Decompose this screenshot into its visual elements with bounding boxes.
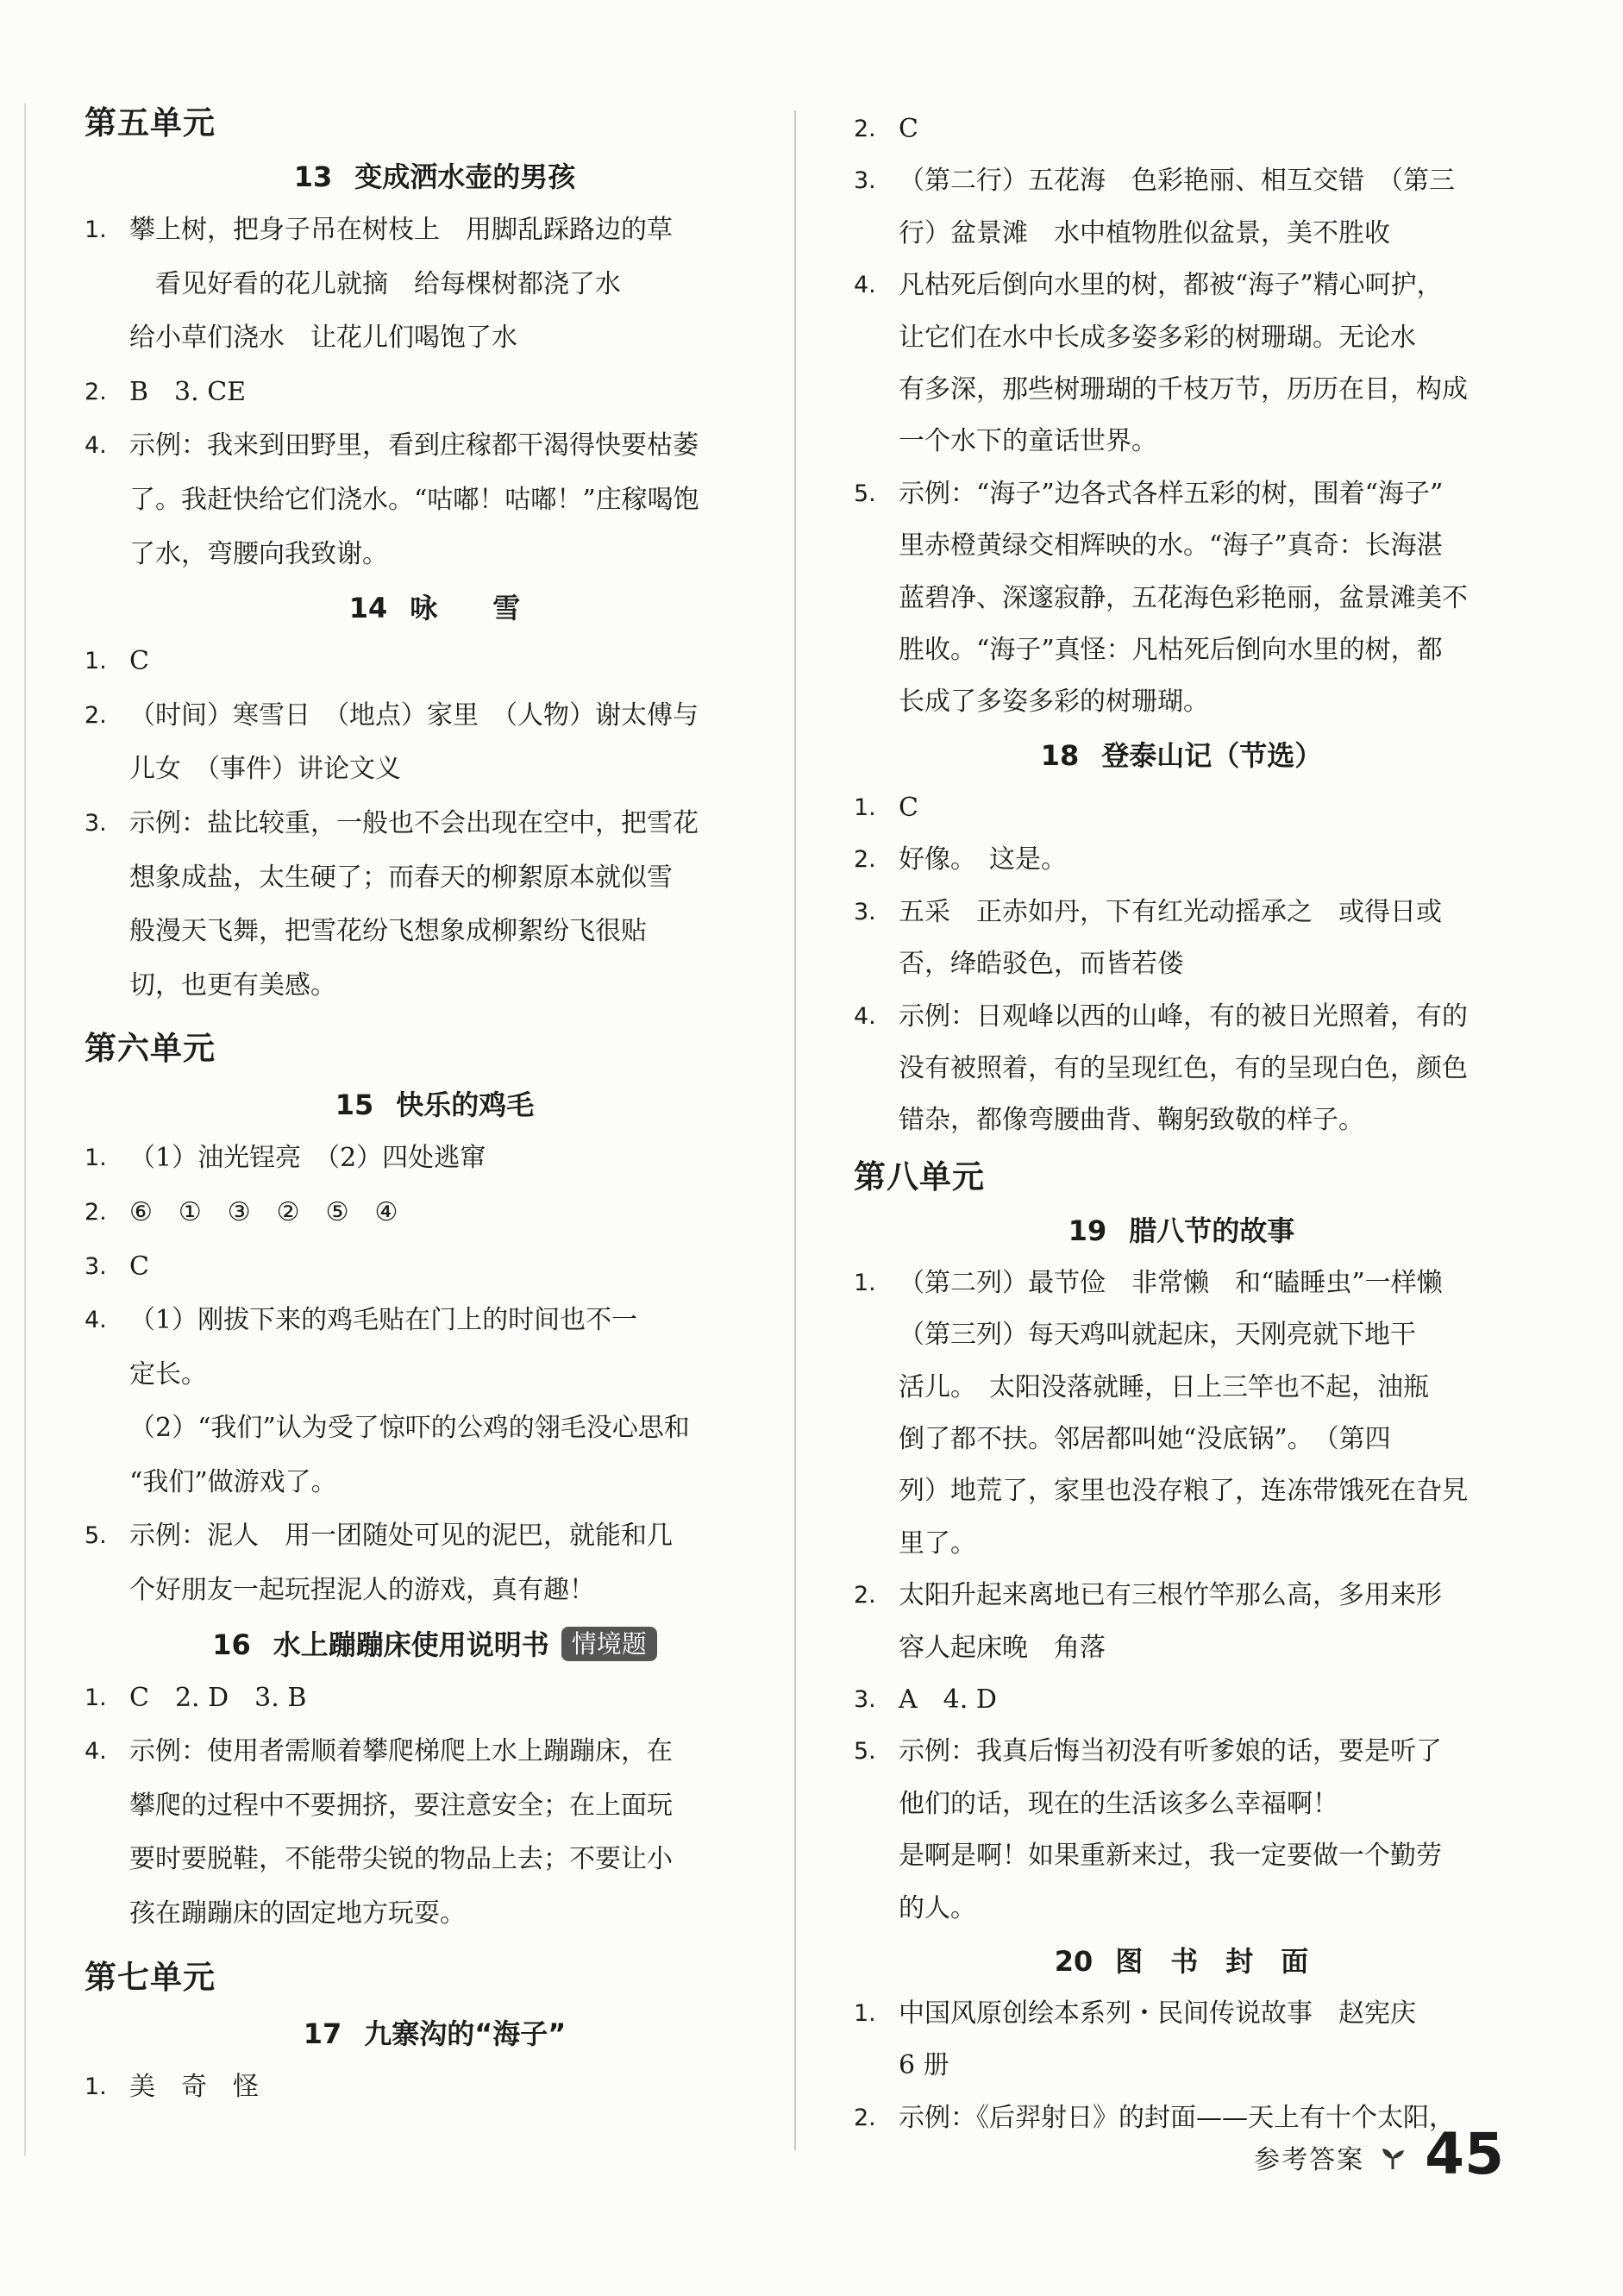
item-continuation: 否，绛皓驳色，而皆若偻 — [899, 949, 1183, 980]
item-continuation: 行）盆景滩 水中植物胜似盆景，美不胜收 — [899, 217, 1390, 248]
answer-item — [854, 468, 1509, 520]
item-text: 示例：日观峰以西的山峰，有的被日光照着，有的 — [899, 1001, 1468, 1032]
item-continuation: 了。我赶快给它们浇水。“咕嘟！咕嘟！”庄稼喝饱 — [129, 484, 699, 515]
item-text: （时间）寒雪日 （地点）家里 （人物）谢太傅与 — [129, 699, 699, 731]
item-continuation: （第三列）每天鸡叫就起床，天刚亮就下地干 — [899, 1320, 1416, 1351]
lesson-title: 快乐的鸡毛 — [396, 1088, 535, 1122]
answer-item — [85, 1509, 785, 1564]
lesson-heading — [85, 581, 785, 635]
item-continuation: 要时要脱鞋，不能带尖锐的物品上去；不要让小 — [129, 1844, 673, 1875]
footer-label: 参考答案 — [1254, 2145, 1365, 2175]
item-number: 2. — [854, 1582, 876, 1609]
item-number: 2. — [85, 1198, 107, 1226]
lesson-number: 14 — [348, 592, 388, 625]
answer-item — [85, 419, 785, 474]
answer-item — [85, 204, 785, 258]
item-text: （1）刚拔下来的鸡毛贴在门上的时间也不一 — [129, 1305, 638, 1336]
item-continuation: （2）“我们”认为受了惊吓的公鸡的翎毛没心思和 — [129, 1413, 690, 1444]
scenario-tag: 情境题 — [561, 1627, 657, 1661]
answer-item — [85, 1240, 785, 1295]
item-text: （1）油光锃亮 （2）四处逃窜 — [129, 1143, 486, 1174]
item-continuation: 看见好看的花儿就摘 给每棵树都浇了水 — [129, 268, 621, 299]
answer-item — [85, 1725, 785, 1779]
answer-item — [854, 1988, 1509, 2040]
answer-item — [854, 104, 1509, 155]
item-text: 凡枯死后倒向水里的树，都被“海子”精心呵护， — [899, 270, 1443, 301]
unit-heading: 第七单元 — [85, 1958, 216, 1996]
lesson-heading — [85, 150, 785, 204]
item-continuation: 想象成盐，太生硬了；而春天的柳絮原本就似雪 — [129, 862, 673, 893]
item-number: 2. — [854, 116, 876, 142]
lesson-title: 登泰山记（节选） — [1101, 738, 1323, 772]
item-number: 4. — [85, 1307, 107, 1334]
item-continuation: 了水，弯腰向我致谢。 — [129, 538, 388, 569]
answer-item — [85, 1294, 785, 1348]
item-continuation: 蓝碧净、深邃寂静，五花海色彩艳丽，盆景滩美不 — [899, 582, 1468, 613]
lesson-title: 图 书 封 面 — [1115, 1945, 1309, 1978]
item-text: C — [899, 792, 918, 823]
item-number: 4. — [854, 1002, 876, 1030]
lesson-title: 变成洒水壶的男孩 — [354, 160, 576, 193]
item-continuation: 里赤橙黄绿交相辉映的水。“海子”真奇：长海湛 — [899, 530, 1443, 561]
sprout-icon — [1380, 2145, 1406, 2174]
item-continuation: 容人起床晚 角落 — [899, 1632, 1106, 1663]
lesson-number: 16 — [212, 1628, 251, 1661]
answer-item — [85, 1672, 785, 1726]
item-text: 美 奇 怪 — [129, 2071, 259, 2102]
item-text: 示例：《后羿射日》的封面——天上有十个太阳， — [899, 2102, 1455, 2133]
item-text: B 3. CE — [129, 376, 247, 407]
item-text: （第二行）五花海 色彩艳丽、相互交错 （第三 — [899, 166, 1455, 197]
answer-item — [854, 782, 1509, 834]
item-text: 示例：我来到田野里，看到庄稼都干渴得快要枯萎 — [129, 430, 699, 461]
item-text: 示例：使用者需顺着攀爬梯爬上水上蹦蹦床，在 — [129, 1736, 673, 1767]
lesson-title: 腊八节的故事 — [1129, 1214, 1295, 1247]
answer-item — [85, 1186, 785, 1240]
item-text: C — [129, 1251, 149, 1282]
answer-item — [854, 260, 1509, 311]
lesson-heading — [85, 1078, 785, 1132]
item-text: 攀上树，把身子吊在树枝上 用脚乱踩路边的草 — [129, 215, 673, 245]
item-continuation: 长成了多姿多彩的树珊瑚。 — [899, 687, 1209, 718]
answer-item — [85, 366, 785, 420]
item-continuation: 让它们在水中长成多姿多彩的树珊瑚。无论水 — [899, 322, 1416, 353]
item-number: 1. — [85, 648, 107, 675]
lesson-title: 九寨沟的“海子” — [364, 2017, 567, 2050]
answer-item — [854, 887, 1509, 938]
item-text: 五采 正赤如丹，下有红光动摇承之 或得日或 — [899, 896, 1442, 927]
item-text: 太阳升起来离地已有三根竹竿那么高，多用来形 — [899, 1580, 1442, 1611]
unit-heading: 第五单元 — [85, 104, 216, 141]
right-column — [854, 104, 1509, 2144]
item-continuation: 是啊是啊！如果重新来过，我一定要做一个勤劳 — [899, 1841, 1442, 1872]
item-continuation: 攀爬的过程中不要拥挤，要注意安全；在上面玩 — [129, 1790, 673, 1821]
item-number: 5. — [854, 1738, 876, 1766]
item-continuation: 定长。 — [129, 1358, 207, 1390]
item-number: 3. — [85, 1252, 107, 1280]
item-text: 好像。 这是。 — [899, 844, 1067, 875]
item-continuation: 倒了都不扶。邻居都叫她“没底锅”。 （第四 — [899, 1423, 1391, 1454]
item-continuation: 6 册 — [899, 2050, 949, 2081]
left-column — [85, 97, 785, 2114]
item-number: 1. — [85, 1684, 107, 1711]
item-text: 示例：我真后悔当初没有听爹娘的话，要是听了 — [899, 1736, 1442, 1767]
item-continuation: 有多深，那些树珊瑚的千枝万节，历历在目，构成 — [899, 374, 1468, 405]
item-continuation: 胜收。“海子”真怪：凡枯死后倒向水里的树，都 — [899, 635, 1443, 666]
answer-item — [854, 155, 1509, 207]
item-continuation: 给小草们浇水 让花儿们喝饱了水 — [129, 323, 517, 354]
item-text: C 2. D 3. B — [129, 1682, 307, 1713]
item-continuation: 孩在蹦蹦床的固定地方玩耍。 — [129, 1898, 466, 1929]
item-text: C — [129, 646, 149, 677]
lesson-number: 13 — [293, 160, 333, 193]
answer-item — [854, 991, 1509, 1043]
item-text: C — [899, 114, 918, 144]
item-number: 3. — [854, 1685, 876, 1713]
item-text: ⑥ ① ③ ② ⑤ ④ — [129, 1196, 398, 1227]
answer-item — [85, 689, 785, 743]
item-text: 示例：泥人 用一团随处可见的泥巴，就能和几 — [129, 1521, 673, 1552]
item-text: （第二列）最节俭 非常懒 和“瞌睡虫”一样懒 — [899, 1267, 1443, 1298]
item-number: 1. — [85, 2073, 107, 2100]
page-footer — [1254, 2121, 1504, 2187]
item-number: 3. — [854, 898, 876, 925]
item-continuation: 的人。 — [899, 1892, 976, 1923]
unit-heading: 第六单元 — [85, 1030, 216, 1068]
item-continuation: 活儿。 太阳没落就睡，日上三竿也不起，油瓶 — [899, 1371, 1429, 1402]
item-number: 5. — [854, 480, 876, 507]
answer-item — [85, 2061, 785, 2115]
item-number: 2. — [85, 701, 107, 729]
item-number: 2. — [854, 846, 876, 874]
item-continuation: 里了。 — [899, 1528, 976, 1559]
lesson-number: 19 — [1068, 1214, 1107, 1247]
item-number: 2. — [85, 378, 107, 405]
item-continuation: 他们的话，现在的生活该多么幸福啊！ — [899, 1788, 1338, 1819]
answer-item — [854, 834, 1509, 886]
margin-rule — [24, 104, 26, 2156]
answer-item — [85, 635, 785, 689]
answer-item — [85, 1132, 785, 1186]
lesson-title: 水上蹦蹦床使用说明书 — [273, 1628, 549, 1661]
lesson-heading — [854, 1935, 1509, 1988]
lesson-heading — [854, 729, 1509, 782]
item-continuation: 切，也更有美感。 — [129, 969, 336, 1001]
item-number: 2. — [854, 2104, 876, 2131]
page-number: 45 — [1425, 2121, 1504, 2187]
item-number: 1. — [854, 1269, 876, 1296]
item-text: 示例：“海子”边各式各样五彩的树，围着“海子” — [899, 478, 1444, 509]
lesson-number: 18 — [1040, 738, 1080, 772]
item-continuation: 一个水下的童话世界。 — [899, 426, 1157, 457]
item-number: 4. — [85, 1738, 107, 1766]
answer-item — [854, 1726, 1509, 1778]
lesson-number: 15 — [335, 1088, 374, 1122]
item-number: 3. — [85, 809, 107, 837]
item-text: 示例：盐比较重，一般也不会出现在空中，把雪花 — [129, 807, 699, 838]
answer-item — [85, 797, 785, 851]
lesson-heading — [85, 1618, 785, 1672]
lesson-number: 20 — [1054, 1945, 1093, 1978]
item-continuation: 儿女 （事件）讲论文义 — [129, 754, 401, 785]
item-continuation: 列）地荒了，家里也没存粮了，连冻带饿死在旮旯 — [899, 1476, 1468, 1507]
item-number: 1. — [854, 2000, 876, 2027]
item-number: 4. — [854, 272, 876, 299]
item-continuation: “我们”做游戏了。 — [129, 1466, 337, 1497]
item-continuation: 没有被照着，有的呈现红色，有的呈现白色，颜色 — [899, 1052, 1468, 1083]
column-divider — [794, 110, 796, 2150]
item-number: 3. — [854, 167, 876, 195]
lesson-heading — [85, 2007, 785, 2061]
unit-heading: 第八单元 — [854, 1157, 985, 1195]
lesson-heading — [854, 1204, 1509, 1258]
item-number: 1. — [854, 794, 876, 821]
answer-item — [854, 1258, 1509, 1309]
item-number: 1. — [85, 216, 107, 243]
item-number: 1. — [85, 1145, 107, 1172]
item-continuation: 般漫天飞舞，把雪花纷飞想象成柳絮纷飞很贴 — [129, 916, 647, 947]
item-number: 5. — [85, 1522, 107, 1550]
item-continuation: 个好朋友一起玩捏泥人的游戏，真有趣！ — [129, 1575, 595, 1606]
item-continuation: 错杂，都像弯腰曲背、鞠躬致敬的样子。 — [899, 1105, 1364, 1136]
answer-item — [854, 1674, 1509, 1726]
lesson-title: 咏 雪 — [410, 592, 521, 625]
item-number: 4. — [85, 432, 107, 460]
item-text: 中国风原创绘本系列・民间传说故事 赵宪庆 — [899, 1998, 1416, 2029]
lesson-number: 17 — [303, 2017, 342, 2050]
item-text: A 4. D — [899, 1684, 997, 1715]
answer-item — [854, 1570, 1509, 1622]
